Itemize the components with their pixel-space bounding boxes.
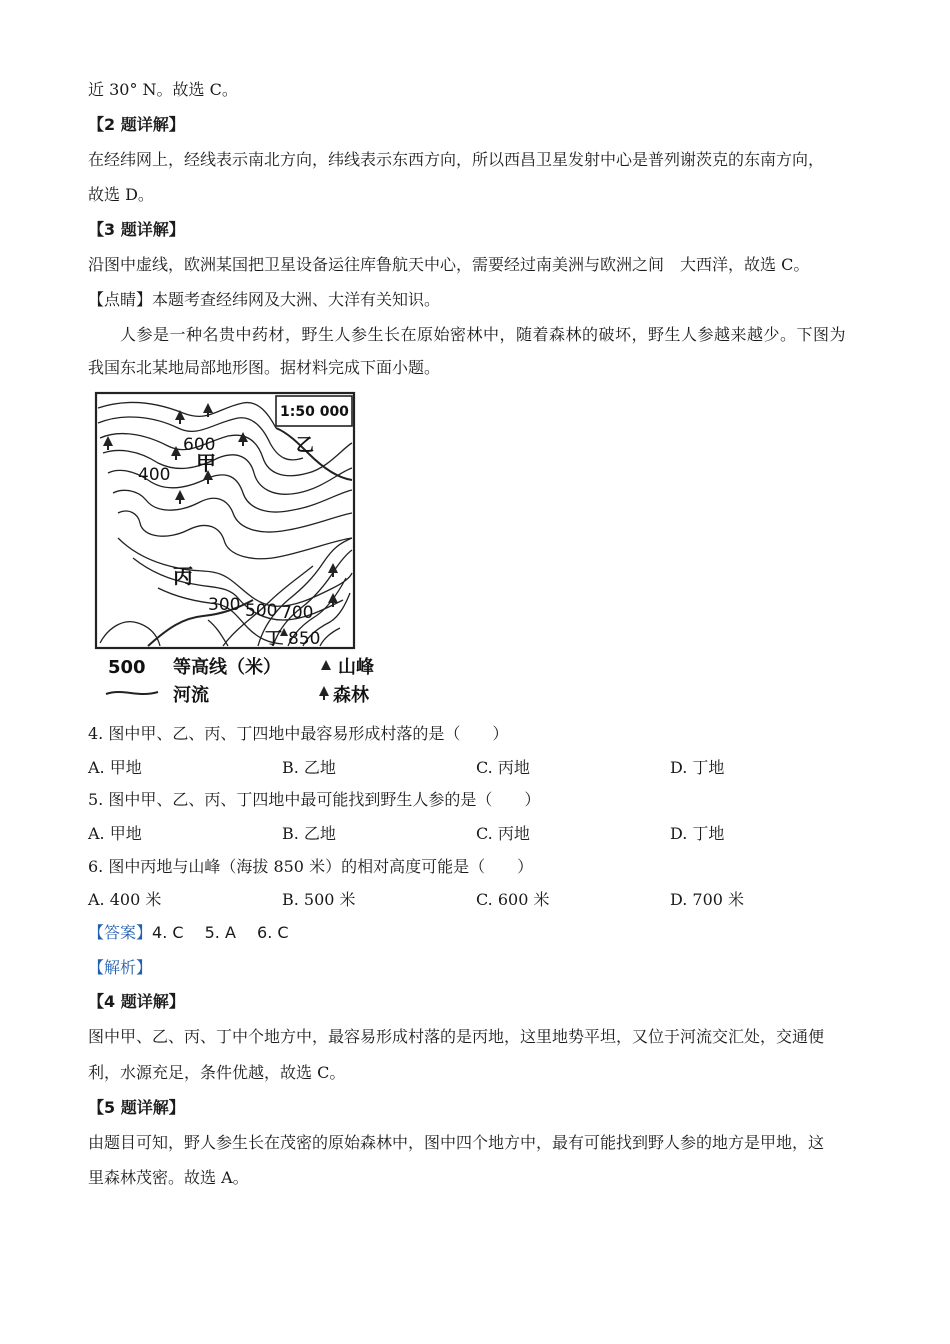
contour-label: 400 [138, 465, 171, 485]
text-line: 故选 D。 [88, 185, 154, 204]
option: A. 甲地 [88, 824, 142, 843]
place-jia: 甲 [196, 451, 216, 475]
option: C. 丙地 [476, 758, 530, 777]
question-stem: 6. 图中丙地与山峰（海拔 850 米）的相对高度可能是（ ） [88, 857, 534, 876]
legend-peak-text: 山峰 [338, 657, 374, 678]
section-heading: 【5 题详解】 [88, 1098, 185, 1117]
section-heading: 【3 题详解】 [88, 220, 185, 239]
section-heading: 【4 题详解】 [88, 992, 185, 1011]
contour-label: 850 [288, 629, 321, 649]
legend-forest-text: 森林 [333, 685, 369, 706]
legend-contour-sample: 500 [108, 657, 146, 678]
question-stem: 4. 图中甲、乙、丙、丁四地中最容易形成村落的是（ ） [88, 724, 509, 743]
option: B. 乙地 [282, 758, 336, 777]
map-scale: 1:50 000 [280, 404, 349, 420]
option: A. 甲地 [88, 758, 142, 777]
answer-line [88, 923, 289, 943]
intro-line: 我国东北某地局部地形图。据材料完成下面小题。 [88, 358, 441, 377]
text-line: 近 30° N。故选 C。 [88, 80, 238, 99]
contour-label: 300 [208, 595, 241, 615]
place-yi: 乙 [296, 435, 314, 456]
text-line: 图中甲、乙、丙、丁中个地方中，最容易形成村落的是丙地，这里地势平坦，又位于河流交汇处，交通便 [88, 1027, 825, 1046]
legend-contour-text: 等高线（米） [173, 657, 281, 678]
contour-label: 600 [183, 435, 216, 455]
legend-river-text: 河流 [173, 685, 209, 706]
option: B. 500 米 [282, 890, 356, 909]
option: C. 丙地 [476, 824, 530, 843]
text-line: 在经纬网上，经线表示南北方向，纬线表示东西方向，所以西昌卫星发射中心是普列谢茨克的东南方向， [88, 150, 825, 169]
text-line: 沿图中虚线，欧洲某国把卫星设备运往库鲁航天中心，需要经过南美洲与欧洲之间 大西洋，故选 C。 [88, 255, 810, 274]
contour-label: 500 [245, 601, 278, 621]
option: C. 600 米 [476, 890, 550, 909]
tip-line: 【点睛】本题考查经纬网及大洲、大洋有关知识。 [88, 290, 441, 309]
contour-label: 700 [281, 603, 314, 623]
option: D. 丁地 [670, 758, 725, 777]
option: A. 400 米 [88, 890, 162, 909]
section-heading: 【2 题详解】 [88, 115, 185, 134]
answer-tag: 【答案】 [88, 923, 153, 942]
option: D. 丁地 [670, 824, 725, 843]
topographic-map [88, 388, 374, 713]
text-line: 里森林茂密。故选 A。 [88, 1168, 249, 1187]
analysis-tag: 【解析】 [88, 958, 153, 977]
intro-line: 人参是一种名贵中药材，野生人参生长在原始密林中，随着森林的破坏，野生人参越来越少。下图为 [120, 325, 847, 344]
question-stem: 5. 图中甲、乙、丙、丁四地中最可能找到野生人参的是（ ） [88, 790, 541, 809]
option: B. 乙地 [282, 824, 336, 843]
place-bing: 丙 [173, 564, 193, 588]
answer-text: 4. C 5. A 6. C [152, 923, 289, 942]
option: D. 700 米 [670, 890, 745, 909]
text-line: 由题目可知，野人参生长在茂密的原始森林中，图中四个地方中，最有可能找到野人参的地方是甲地，这 [88, 1133, 825, 1152]
place-ding: 丁 [265, 629, 282, 649]
text-line: 利，水源充足，条件优越，故选 C。 [88, 1063, 346, 1082]
